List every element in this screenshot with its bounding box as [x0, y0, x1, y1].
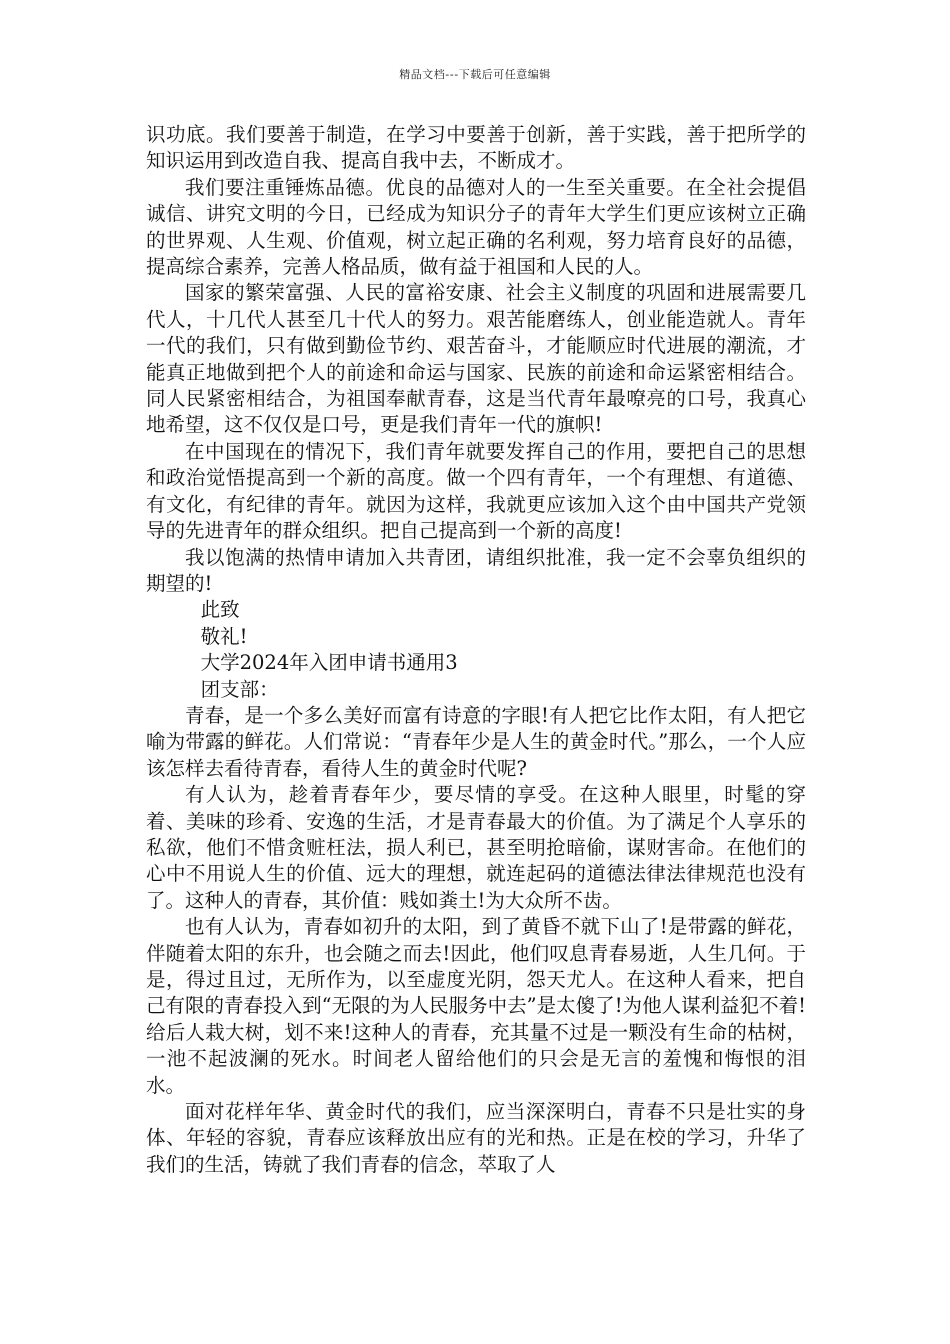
paragraph-1: 识功底。我们要善于制造，在学习中要善于创新，善于实践，善于把所学的知识运用到改造自我、提高自我中去，不断成才。	[146, 123, 806, 173]
page-header: 精品文档---下载后可任意编辑	[399, 68, 551, 81]
paragraph-7: 有人认为，趁着青春年少，要尽情的享受。在这种人眼里，时髦的穿着、美味的珍肴、安逸的生活，才是青春最大的价值。为了满足个人享乐的私欲，他们不惜贪赃枉法，损人利已，甚至明抢暗偷，谋财害命。在他们的心中不用说人生的价值、远大的理想，就连起码的道德法律法律规范也没有了。这种人的青春，其价值：贱如粪土!为大众所不齿。	[146, 783, 806, 912]
closing-line-jingli: 敬礼!	[200, 624, 248, 648]
paragraph-2: 我们要注重锤炼品德。优良的品德对人的一生至关重要。在全社会提倡诚信、讲究文明的今日，已经成为知识分子的青年大学生们更应该树立正确的世界观、人生观、价值观，树立起正确的名利观，努力培育良好的品德，提高综合素养，完善人格品质，做有益于祖国和人民的人。	[146, 175, 806, 279]
paragraph-3: 国家的繁荣富强、人民的富裕安康、社会主义制度的巩固和进展需要几代人，十几代人甚至几十代人的努力。艰苦能磨练人，创业能造就人。青年一代的我们，只有做到勤俭节约、艰苦奋斗，才能顺应时代进展的潮流，才能真正地做到把个人的前途和命运与国家、民族的前途和命运紧密相结合。同人民紧密相结合，为祖国奉献青春，这是当代青年最嘹亮的口号，我真心地希望，这不仅仅是口号，更是我们青年一代的旗帜!	[146, 281, 806, 437]
salutation: 团支部：	[200, 677, 279, 701]
section-title: 大学2024年入团申请书通用3	[200, 651, 458, 675]
paragraph-6: 青春，是一个多么美好而富有诗意的字眼!有人把它比作太阳，有人把它喻为带露的鲜花。人们常说：“青春年少是人生的黄金时代。”那么，一个人应该怎样去看待青春，看待人生的黄金时代呢?	[146, 703, 806, 780]
closing-line-cizhi: 此致	[200, 598, 240, 622]
document-body	[146, 122, 806, 1178]
paragraph-5: 我以饱满的热情申请加入共青团，请组织批准，我一定不会辜负组织的期望的!	[146, 545, 806, 595]
paragraph-4: 在中国现在的情况下，我们青年就要发挥自己的作用，要把自己的思想和政治觉悟提高到一个新的高度。做一个四有青年，一个有理想、有道德、有文化，有纪律的青年。就因为这样，我就更应该加入这个由中国共产党领导的先进青年的群众组织。把自己提高到一个新的高度!	[146, 439, 806, 543]
paragraph-9: 面对花样年华、黄金时代的我们，应当深深明白，青春不只是壮实的身体、年轻的容貌，青春应该释放出应有的光和热。正是在校的学习，升华了我们的生活，铸就了我们青春的信念，萃取了人	[146, 1100, 806, 1176]
paragraph-8: 也有人认为，青春如初升的太阳，到了黄昏不就下山了!是带露的鲜花，伴随着太阳的东升，也会随之而去!因此，他们叹息青春易逝，人生几何。于是，得过且过，无所作为，以至虚度光阴，怨天尤人。在这种人看来，把自己有限的青春投入到“无限的为人民服务中去”是太傻了!为他人谋利益犯不着!给后人栽大树，划不来!这种人的青春，充其量不过是一颗没有生命的枯树，一池不起波澜的死水。时间老人留给他们的只会是无言的羞愧和悔恨的泪水。	[146, 915, 806, 1097]
